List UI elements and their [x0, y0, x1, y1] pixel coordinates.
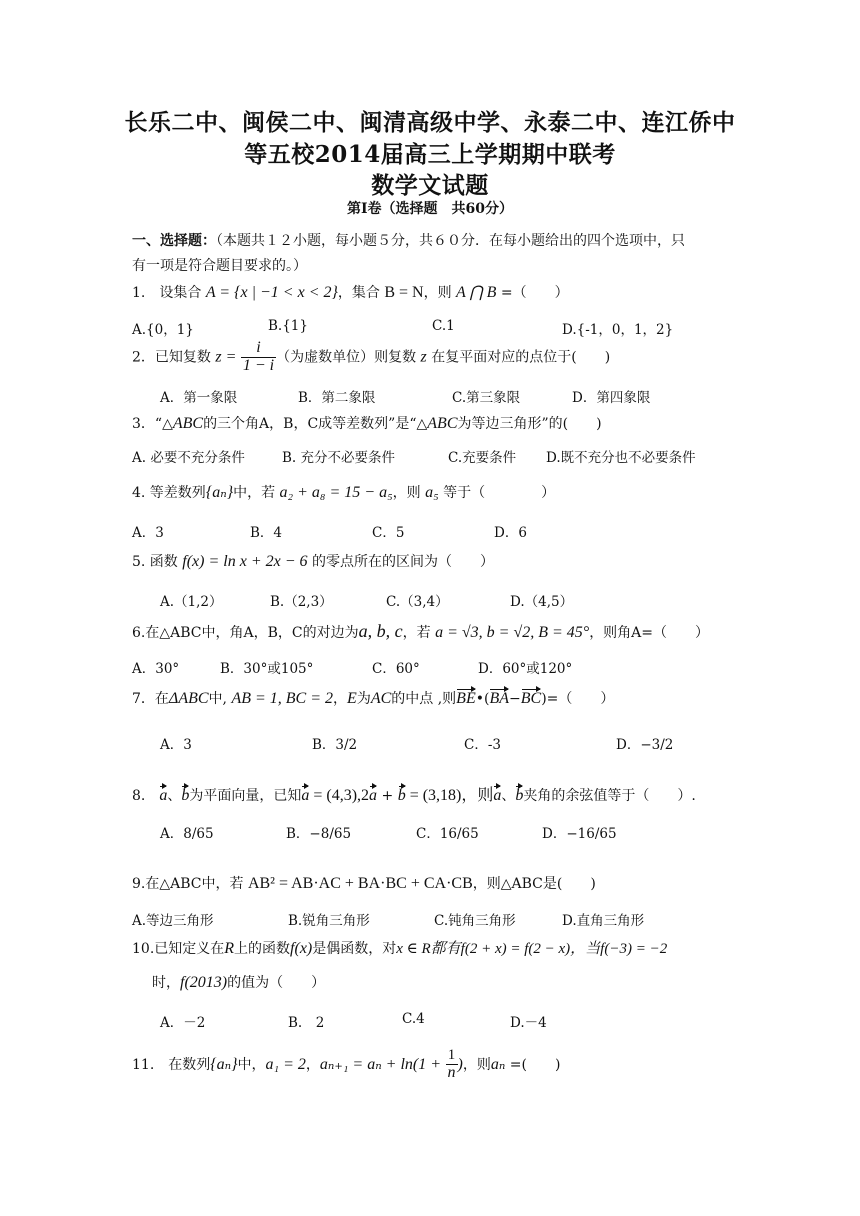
- question-9-options: [0, 909, 860, 929]
- option-c: C．-3: [464, 737, 501, 753]
- question-3-options: [0, 446, 860, 466]
- question-4: 4. 等差数列{aₙ}中，若 a₂ + a₈ = 15 − a₅，则 a₅ 等于（ ）: [132, 484, 556, 501]
- question-7-options: [0, 733, 860, 753]
- option-a: A．30°: [132, 661, 180, 677]
- option-b: B.锐角三角形: [288, 913, 370, 929]
- option-c: C.第三象限: [452, 390, 521, 406]
- option-c: C.1: [432, 318, 455, 334]
- part-heading: 第Ⅰ卷（选择题 共60分）: [346, 201, 514, 217]
- option-a: A．－2: [160, 1015, 206, 1031]
- section-heading: 一、选择题：: [132, 233, 216, 249]
- option-b: B．3/2: [312, 737, 358, 753]
- option-a: A．第一象限: [160, 390, 238, 406]
- vector-ba: BA: [489, 690, 509, 707]
- title-line-2: 等五校2014届高三上学期期中联考: [244, 141, 616, 168]
- title-line-3: 数学文试题: [371, 172, 489, 199]
- option-c: C．60°: [372, 661, 420, 677]
- option-b: B.{1}: [268, 318, 308, 334]
- option-d: D．6: [494, 525, 527, 541]
- option-d: D.既不充分也不必要条件: [546, 450, 696, 466]
- option-a: A．3: [160, 737, 192, 753]
- option-d: D．第四象限: [572, 390, 651, 406]
- option-a: A. 必要不充分条件: [132, 450, 245, 466]
- section-intro-1: （本题共１２小题，每小题５分，共６０分．在每小题给出的四个选项中，只: [216, 233, 685, 249]
- fraction: $\frac{i}{1 - i}$: [242, 339, 275, 374]
- option-d: D.（4,5）: [510, 594, 574, 610]
- question-5-options: [0, 590, 860, 610]
- vector-be: BE: [456, 690, 476, 707]
- option-d: D.直角三角形: [562, 913, 645, 929]
- question-1-options: [0, 318, 860, 338]
- option-c: C.4: [402, 1011, 425, 1027]
- option-b: B．30°或105°: [220, 661, 314, 677]
- option-c: C.充要条件: [448, 450, 517, 466]
- question-3: 3．“△ABC的三个角A，B，C成等差数列”是“△ABC为等边三角形”的( ): [132, 415, 602, 432]
- question-10-options: [0, 1011, 860, 1031]
- fraction: $\frac{1}{n}$: [447, 1047, 456, 1081]
- option-d: D．−3/2: [616, 737, 674, 753]
- option-b: B. 充分不必要条件: [282, 450, 396, 466]
- title-line-1: 长乐二中、闽侯二中、闽清高级中学、永泰二中、连江侨中: [124, 109, 736, 136]
- question-8-options: [0, 822, 860, 842]
- question-5: 5. 函数 f(x) = ln x + 2x − 6 的零点所在的区间为（ ）: [132, 553, 494, 570]
- question-2-options: [0, 386, 860, 406]
- option-b: B. 2: [288, 1015, 325, 1031]
- option-b: B．4: [250, 525, 283, 541]
- question-11: 11. 在数列{aₙ}中，a₁ = 2，aₙ₊₁ = aₙ + ln(1 + $\frac{1}{n}$ )，则aₙ =( ): [132, 1047, 561, 1081]
- option-a: A．8/65: [160, 826, 214, 842]
- question-4-options: [0, 521, 860, 541]
- question-6: 6.在△ABC中，角A，B，C的对边为a, b, c，若 a = √3, b = √2, B = 45°，则角A=（ ）: [132, 621, 710, 641]
- option-b: B．第二象限: [298, 390, 376, 406]
- option-c: C．5: [372, 525, 405, 541]
- question-7: 7．在ΔABC中, AB = 1, BC = 2，E为AC的中点 ,则BE•(BA−BC)=（ ）: [132, 690, 615, 707]
- option-b: B．−8/65: [286, 826, 352, 842]
- option-a: A.等边三角形: [132, 913, 214, 929]
- option-d: D.－4: [510, 1015, 547, 1031]
- question-10: 10.已知定义在R上的函数f(x)是偶函数，对x ∈ R都有f(2 + x) = f(2 − x)，当f(−3) = −2: [132, 940, 668, 957]
- section-intro-2: 有一项是符合题目要求的。）: [132, 258, 307, 274]
- option-d: D．−16/65: [542, 826, 617, 842]
- option-c: C．16/65: [416, 826, 479, 842]
- vector-equation: AB² = AB·AC + BA·BC + CA·CB: [247, 875, 473, 892]
- vector-bc: BC: [520, 690, 542, 707]
- option-d: D．60°或120°: [478, 661, 573, 677]
- question-9: 9.在△ABC中，若 AB² = AB·AC + BA·BC + CA·CB，则△ABC是( ): [132, 875, 596, 892]
- question-2: 2．已知复数 z = $\frac{i}{1 - i}$ （为虚数单位）则复数 z 在复平面对应的点位于( ): [132, 339, 611, 374]
- option-d: D.{-1，0，1，2}: [562, 322, 674, 338]
- question-10-line-2: 时，f(2013)的值为（ ）: [152, 974, 326, 991]
- option-a: A.{0，1}: [132, 322, 194, 338]
- option-c: C.（3,4）: [386, 594, 449, 610]
- section-intro-line-1: [132, 230, 685, 250]
- option-c: C.钝角三角形: [434, 913, 516, 929]
- option-a: A.（1,2）: [160, 594, 223, 610]
- option-a: A．3: [132, 525, 164, 541]
- question-1: 1. 设集合 A = {x | −1 < x < 2}，集合 B = N，则 A ⋂ B =（ ）: [132, 284, 569, 301]
- option-b: B.（2,3）: [270, 594, 333, 610]
- question-6-options: [0, 657, 860, 677]
- question-8: 8. a、b为平面向量，已知a = (4,3),2a + b = (3,18)，则a、b夹角的余弦值等于（ ）.: [132, 787, 696, 804]
